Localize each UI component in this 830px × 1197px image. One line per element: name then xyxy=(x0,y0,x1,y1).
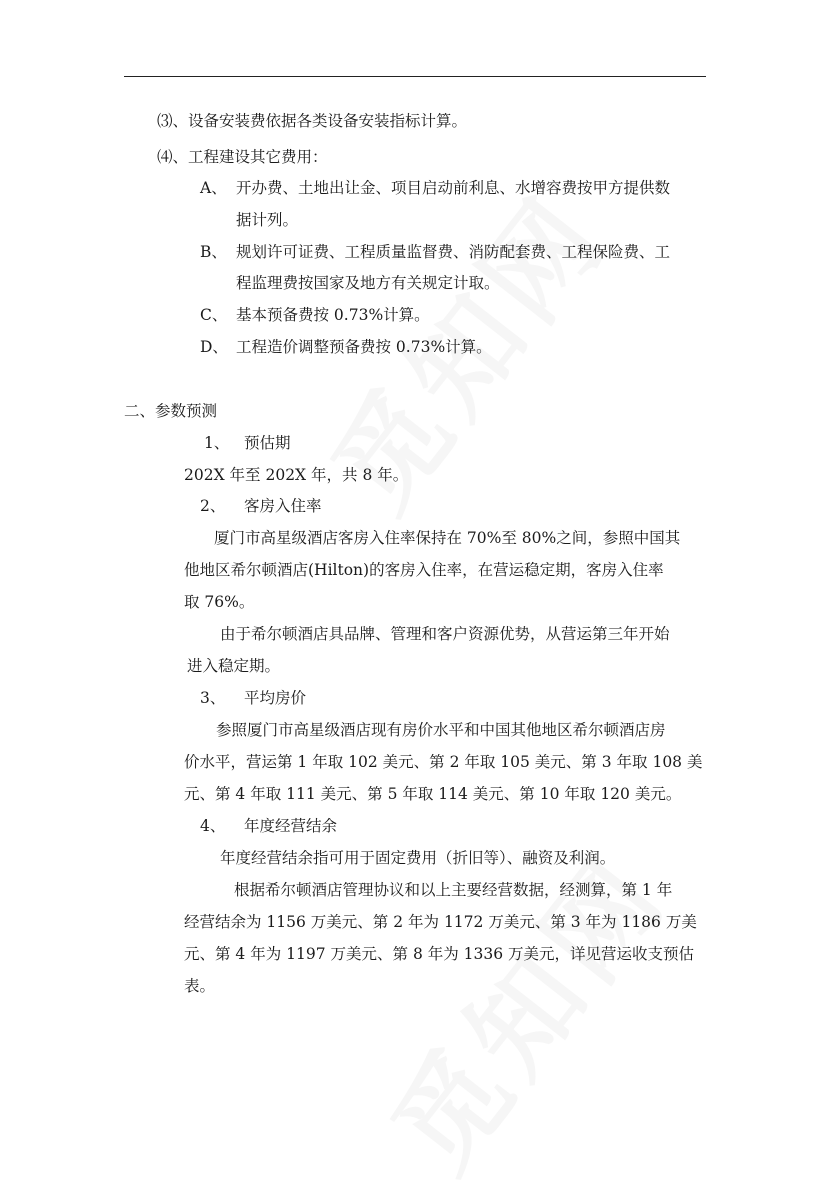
param-1-heading xyxy=(204,433,291,453)
section-heading-params: 二、参数预测 xyxy=(124,402,218,420)
param-4-line1: 年度经营结余指可用于固定费用（折旧等）、融资及利润。 xyxy=(220,849,616,867)
param-3-line2: 价水平，营运第 1 年取 102 美元、第 2 年取 105 美元、第 3 年取 108 美 xyxy=(184,753,703,771)
cost-sub-b xyxy=(200,242,670,262)
param-2-line2: 他地区希尔顿酒店(Hilton)的客房入住率，在营运稳定期，客房入住率 xyxy=(184,561,664,579)
param-4-num: 4、 xyxy=(200,817,226,835)
cost-sub-c xyxy=(200,305,430,325)
header-rule xyxy=(124,76,706,77)
param-1-title: 预估期 xyxy=(244,434,291,452)
param-1-num: 1、 xyxy=(204,434,230,452)
param-3-heading xyxy=(200,688,306,708)
param-2-line4: 由于希尔顿酒店具品牌、管理和客户资源优势，从营运第三年开始 xyxy=(220,625,670,643)
param-4-line5: 表。 xyxy=(184,977,216,995)
watermark xyxy=(350,816,696,1197)
cost-sub-a xyxy=(200,178,670,198)
param-1-text: 202X 年至 202X 年，共 8 年。 xyxy=(184,466,409,484)
cost-sub-c-label: C、 xyxy=(200,306,228,324)
param-4-line3: 经营结余为 1156 万美元、第 2 年为 1172 万美元、第 3 年为 1186 万美 xyxy=(184,913,697,931)
cost-sub-d-label: D、 xyxy=(200,338,228,356)
param-2-num: 2、 xyxy=(200,497,226,515)
param-4-heading xyxy=(200,816,337,836)
param-3-num: 3、 xyxy=(200,689,226,707)
cost-sub-a-label: A、 xyxy=(200,179,227,197)
param-4-title: 年度经营结余 xyxy=(244,817,338,835)
param-2-title: 客房入住率 xyxy=(244,497,322,515)
cost-sub-d xyxy=(200,337,492,357)
cost-item-3: ⑶、设备安装费依据各类设备安装指标计算。 xyxy=(157,112,468,130)
param-2-heading xyxy=(200,496,322,516)
param-3-line3: 元、第 4 年取 111 美元、第 5 年取 114 美元、第 10 年取 120 美元。 xyxy=(184,785,682,803)
param-4-line2: 根据希尔顿酒店管理协议和以上主要经营数据，经测算，第 1 年 xyxy=(234,881,673,899)
param-2-line3: 取 76%。 xyxy=(184,593,255,611)
param-4-line4: 元、第 4 年为 1197 万美元、第 8 年为 1336 万美元，详见营运收支预估 xyxy=(184,945,695,963)
param-3-title: 平均房价 xyxy=(244,689,307,707)
param-2-line5: 进入稳定期。 xyxy=(187,657,281,675)
param-3-line1: 参照厦门市高星级酒店现有房价水平和中国其他地区希尔顿酒店房 xyxy=(216,721,666,739)
cost-sub-b-line2: 程监理费按国家及地方有关规定计取。 xyxy=(236,274,500,292)
cost-sub-a-line1: 开办费、土地出让金、项目启动前利息、水增容费按甲方提供数 xyxy=(236,179,671,197)
cost-sub-c-text: 基本预备费按 0.73%计算。 xyxy=(236,306,430,324)
cost-sub-d-text: 工程造价调整预备费按 0.73%计算。 xyxy=(236,338,492,356)
cost-sub-a-line2: 据计列。 xyxy=(236,211,299,229)
cost-sub-b-label: B、 xyxy=(200,243,227,261)
param-2-line1: 厦门市高星级酒店客房入住率保持在 70%至 80%之间，参照中国其 xyxy=(214,529,681,547)
cost-sub-b-line1: 规划许可证费、工程质量监督费、消防配套费、工程保险费、工 xyxy=(236,243,671,261)
cost-item-4: ⑷、工程建设其它费用： xyxy=(157,148,328,166)
